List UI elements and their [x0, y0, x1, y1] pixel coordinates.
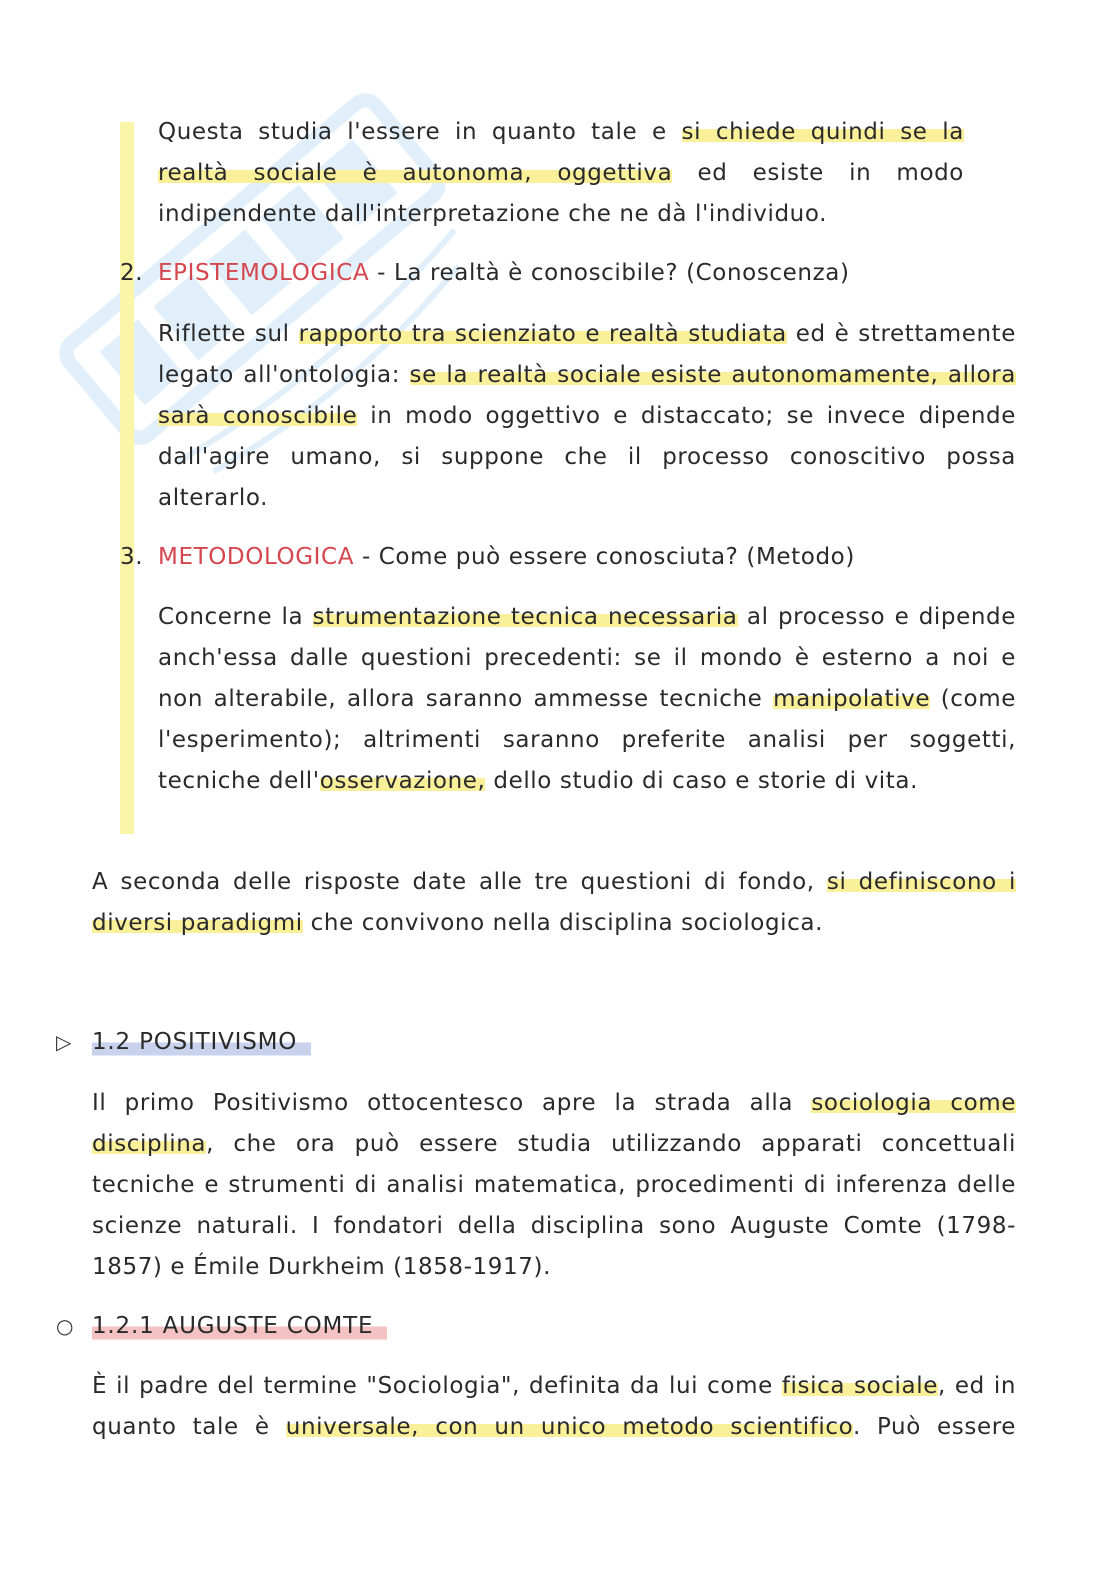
paragraph-positivism: Il primo Positivismo ottocentesco apre la strada alla sociologia come disciplina, che ora può essere studia utilizzando apparati concettuali tecniche e strumenti di analisi matematica, procedimenti di inferenza delle scienze naturali. I fondatori della disciplina sono Auguste Comte (1798-1857) e Émile Durkheim (1858-1917). [92, 1090, 1017, 1280]
highlight: sociologia come disciplina [92, 1090, 1017, 1157]
list-label: EPISTEMOLOGICA [158, 260, 370, 286]
section-heading-comte [56, 1306, 387, 1347]
list-number: 2. [120, 260, 144, 286]
highlight: se la realtà sociale esiste autonomamente, allora sarà conoscibile [158, 362, 1016, 429]
section-heading-positivismo [56, 1022, 311, 1063]
list-item-epistemologica: 2. EPISTEMOLOGICA - La realtà è conoscibile? (Conoscenza) [120, 253, 850, 294]
triangle-bullet-icon: ▷ [56, 1030, 73, 1054]
highlight: strumentazione tecnica necessaria [312, 604, 738, 630]
list-item-metodologica: 3. METODOLOGICA - Come può essere conosciuta? (Metodo) [120, 537, 855, 578]
highlight: universale, con un unico metodo scientifico [285, 1414, 853, 1440]
highlight: rapporto tra scienziato e realtà studiata [298, 321, 787, 347]
section-title: 1.2.1 AUGUSTE COMTE [92, 1306, 387, 1347]
highlight: si chiede quindi se la realtà sociale è autonoma, oggettiva [158, 119, 964, 186]
section-title: 1.2 POSITIVISMO [92, 1022, 311, 1063]
paragraph-paradigms: A seconda delle risposte date alle tre questioni di fondo, si definiscono i diversi paradigmi che convivono nella disciplina sociologica. [92, 869, 1016, 936]
list-number: 3. [120, 544, 144, 570]
highlight: fisica sociale [781, 1373, 938, 1399]
list-side-bar [120, 122, 134, 834]
paragraph-comte: È il padre del termine "Sociologia", definita da lui come fisica sociale, ed in quanto tale è universale, con un unico metodo scientifico. Può essere [92, 1373, 1017, 1440]
list-label: METODOLOGICA [158, 544, 355, 570]
highlight: si definiscono i diversi paradigmi [92, 869, 1016, 936]
highlight: osservazione, [319, 768, 486, 794]
paragraph-ontology: Questa studia l'essere in quanto tale e si chiede quindi se la realtà sociale è autonoma, oggettiva ed esiste in modo indipendente dall'interpretazione che ne dà l'individuo. [158, 119, 964, 227]
circle-bullet-icon: ○ [56, 1314, 75, 1338]
paragraph-methodology: Concerne la strumentazione tecnica necessaria al processo e dipende anch'essa dalle questioni precedenti: se il mondo è esterno a noi e non alterabile, allora saranno ammesse tecniche manipolative (come l'esperimento); altrimenti saranno preferite analisi per soggetti, tecniche dell'osservazione, dello studio di caso e storie di vita. [158, 604, 1016, 794]
highlight: manipolative [773, 686, 931, 712]
paragraph-epistemology: Riflette sul rapporto tra scienziato e realtà studiata ed è strettamente legato all'ontologia: se la realtà sociale esiste autonomamente, allora sarà conoscibile in modo oggettivo e distaccato; se invece dipende dall'agire umano, si suppone che il processo conoscitivo possa alterarlo. [158, 321, 1017, 511]
